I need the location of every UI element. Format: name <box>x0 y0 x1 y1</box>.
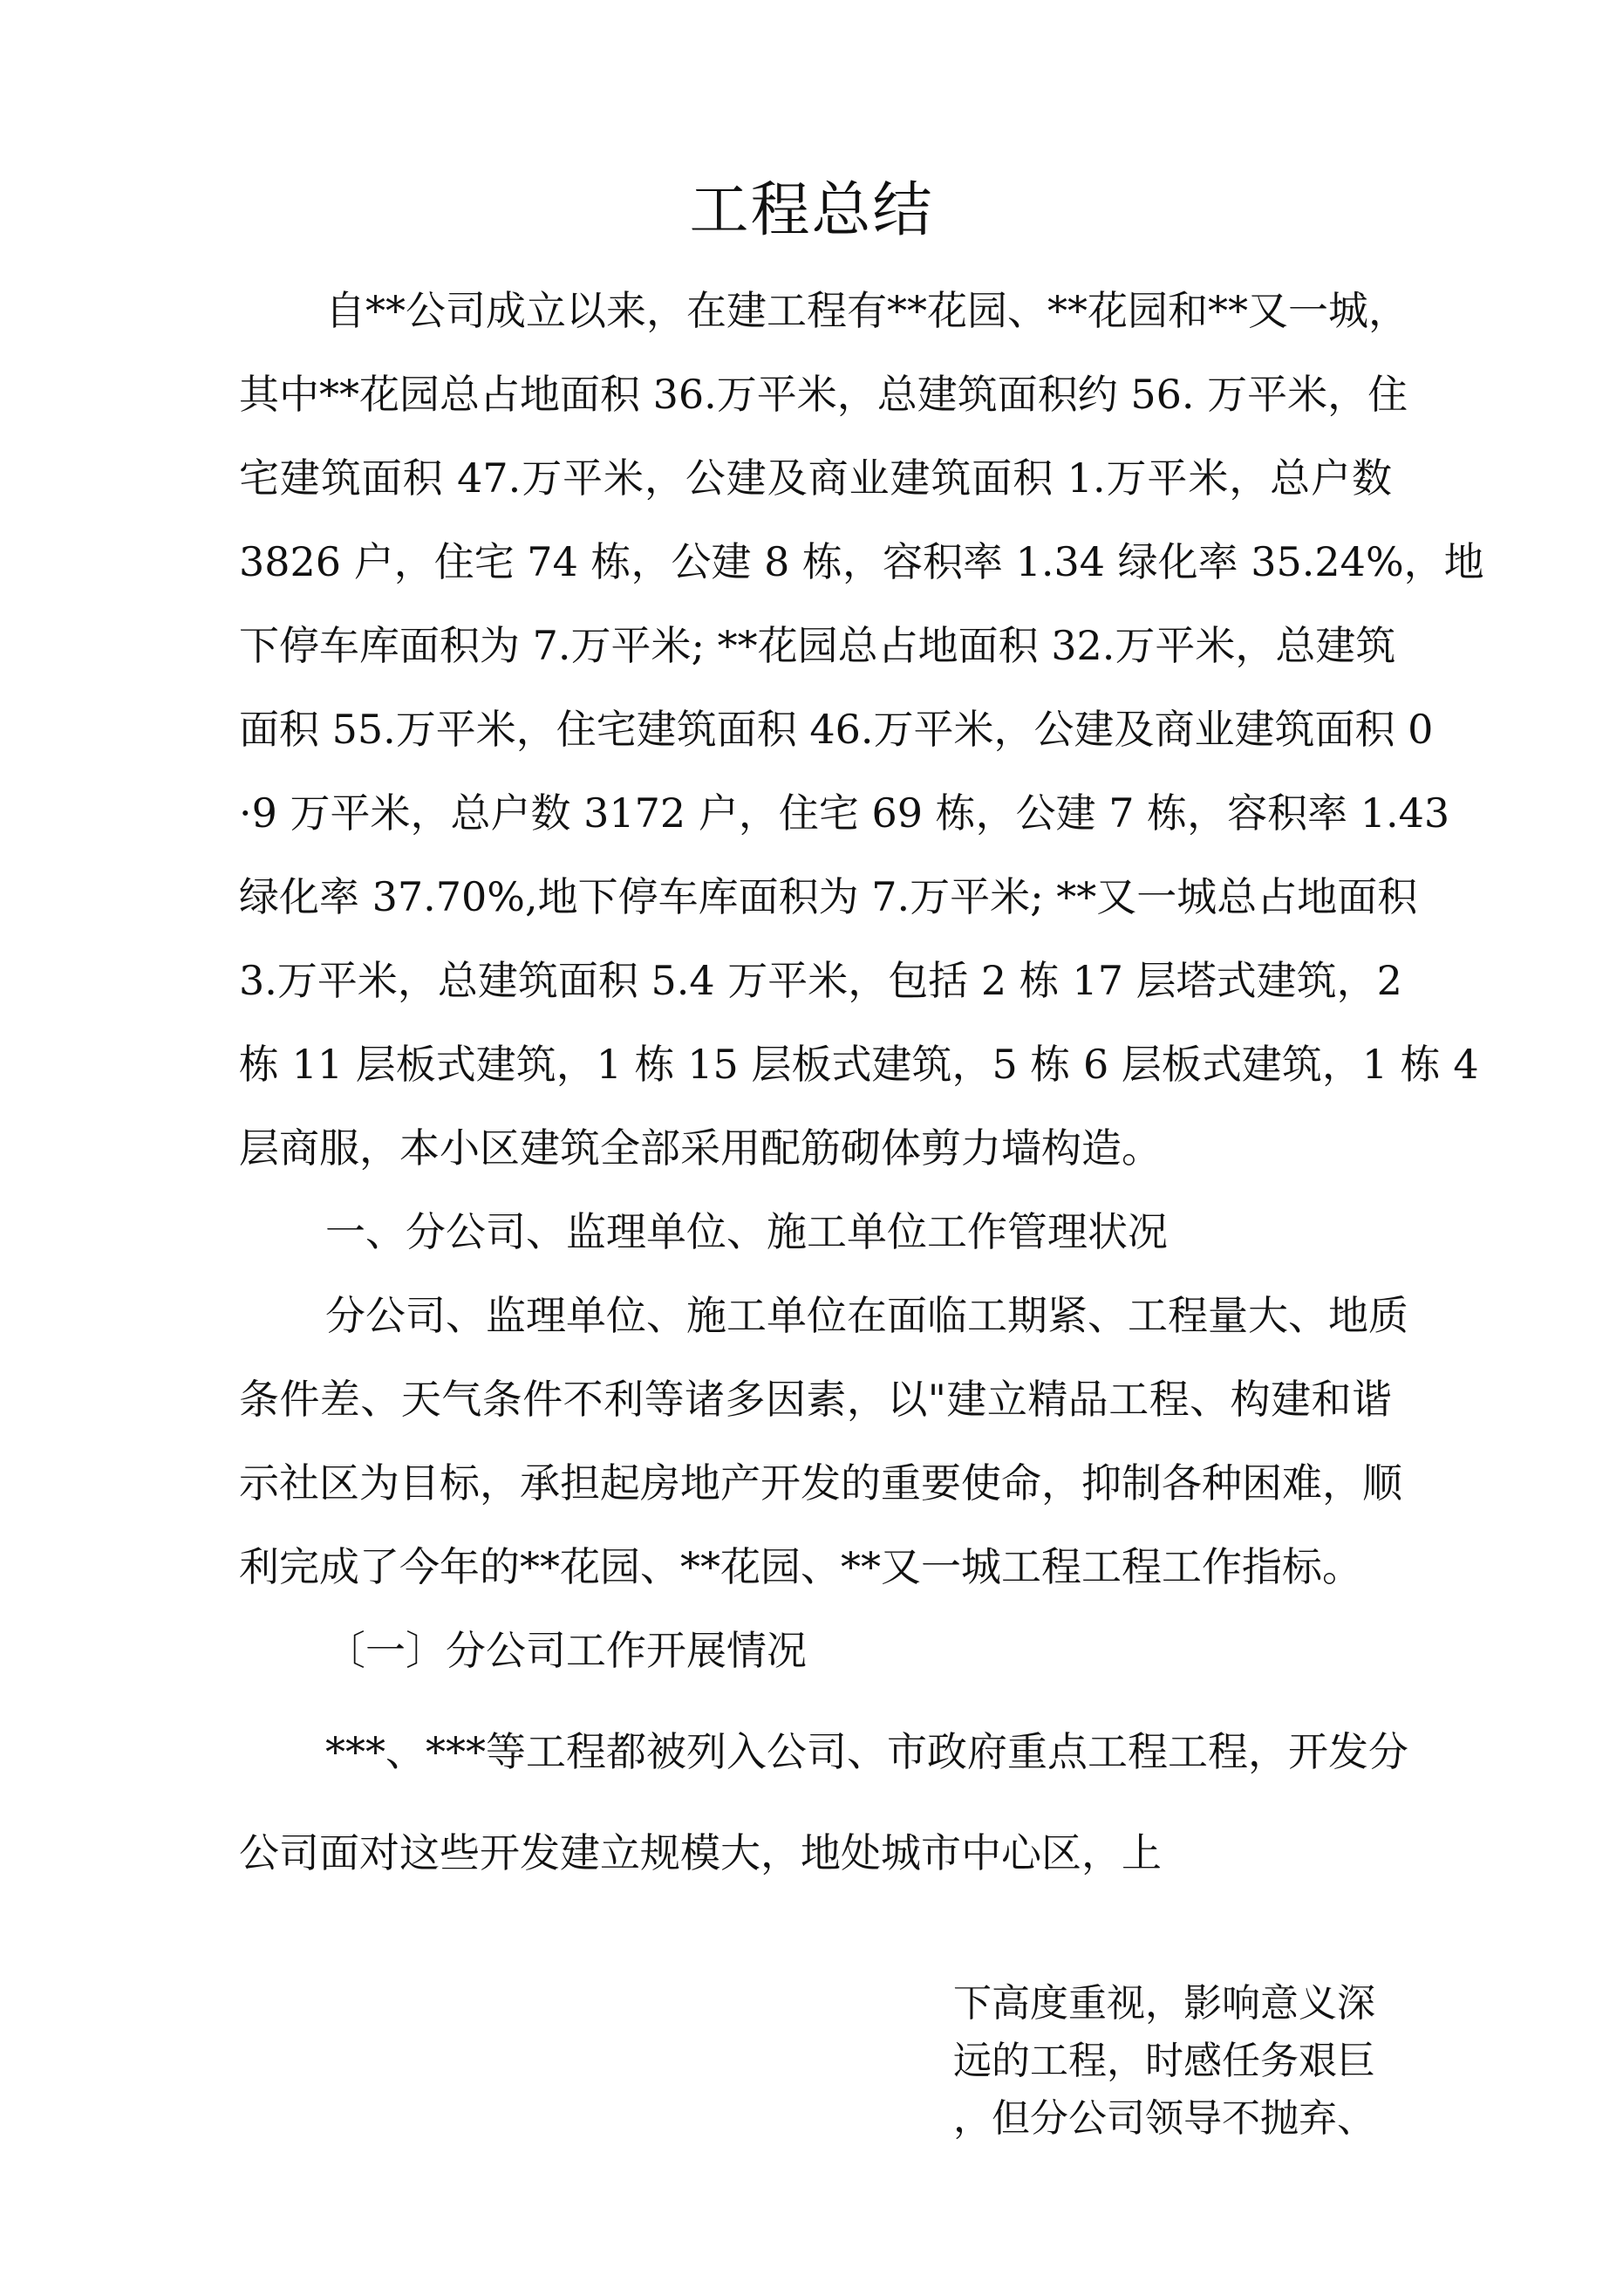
side-text-line: 下高度重视，影响意义深 <box>953 1981 1375 2026</box>
body-line: 公司面对这些开发建立规模大，地处城市中心区，上 <box>239 1829 1162 1876</box>
side-text-line: ，但分公司领导不抛弃、 <box>953 2096 1375 2141</box>
body-line: 自**公司成立以来，在建工程有**花园、**花园和**又一城， <box>325 287 1408 334</box>
body-line: 绿化率 37.70%,地下停车库面积为 7.万平米; **又一城总占地面积 <box>239 873 1418 920</box>
body-line: 利完成了今年的**花园、**花园、**又一城工程工程工作指标。 <box>239 1543 1362 1590</box>
body-line: ***、***等工程都被列入公司、市政府重点工程工程，开发分 <box>325 1728 1408 1775</box>
body-line: 3826 户，住宅 74 栋，公建 8 栋，容积率 1.34 绿化率 35.24%，地 <box>239 538 1484 585</box>
body-line: 面积 55.万平米，住宅建筑面积 46.万平米，公建及商业建筑面积 0 <box>239 706 1434 753</box>
body-line: 其中**花园总占地面积 36.万平米，总建筑面积约 56. 万平米，住 <box>239 371 1408 418</box>
body-line: 示社区为目标，承担起房地产开发的重要使命，抑制各种困难，顺 <box>239 1459 1402 1507</box>
body-line: ·9 万平米，总户数 3172 户，住宅 69 栋，公建 7 栋，容积率 1.43 <box>239 789 1450 837</box>
body-line: 宅建筑面积 47.万平米，公建及商业建筑面积 1.万平米，总户数 <box>239 454 1392 502</box>
body-line: 栋 11 层板式建筑，1 栋 15 层板式建筑，5 栋 6 层板式建筑，1 栋 4 <box>239 1041 1479 1088</box>
body-line: 分公司、监理单位、施工单位在面临工期紧、工程量大、地质 <box>325 1292 1408 1339</box>
body-line: 条件差、天气条件不利等诸多因素，以"建立精品工程、构建和谐 <box>239 1376 1392 1423</box>
subsection-heading: 〔一〕分公司工作开展情况 <box>325 1627 807 1674</box>
section-heading: 一、分公司、监理单位、施工单位工作管理状况 <box>325 1208 1168 1255</box>
body-line: 3.万平米，总建筑面积 5.4 万平米，包括 2 栋 17 层塔式建筑，2 <box>239 957 1402 1004</box>
body-line: 下停车库面积为 7.万平米; **花园总占地面积 32.万平米，总建筑 <box>239 622 1396 669</box>
side-text-line: 远的工程，时感任务艰巨 <box>953 2039 1375 2083</box>
body-line: 层商服，本小区建筑全部采用配筋砌体剪力墙构造。 <box>239 1124 1162 1172</box>
page-title: 工程总结 <box>689 176 934 245</box>
